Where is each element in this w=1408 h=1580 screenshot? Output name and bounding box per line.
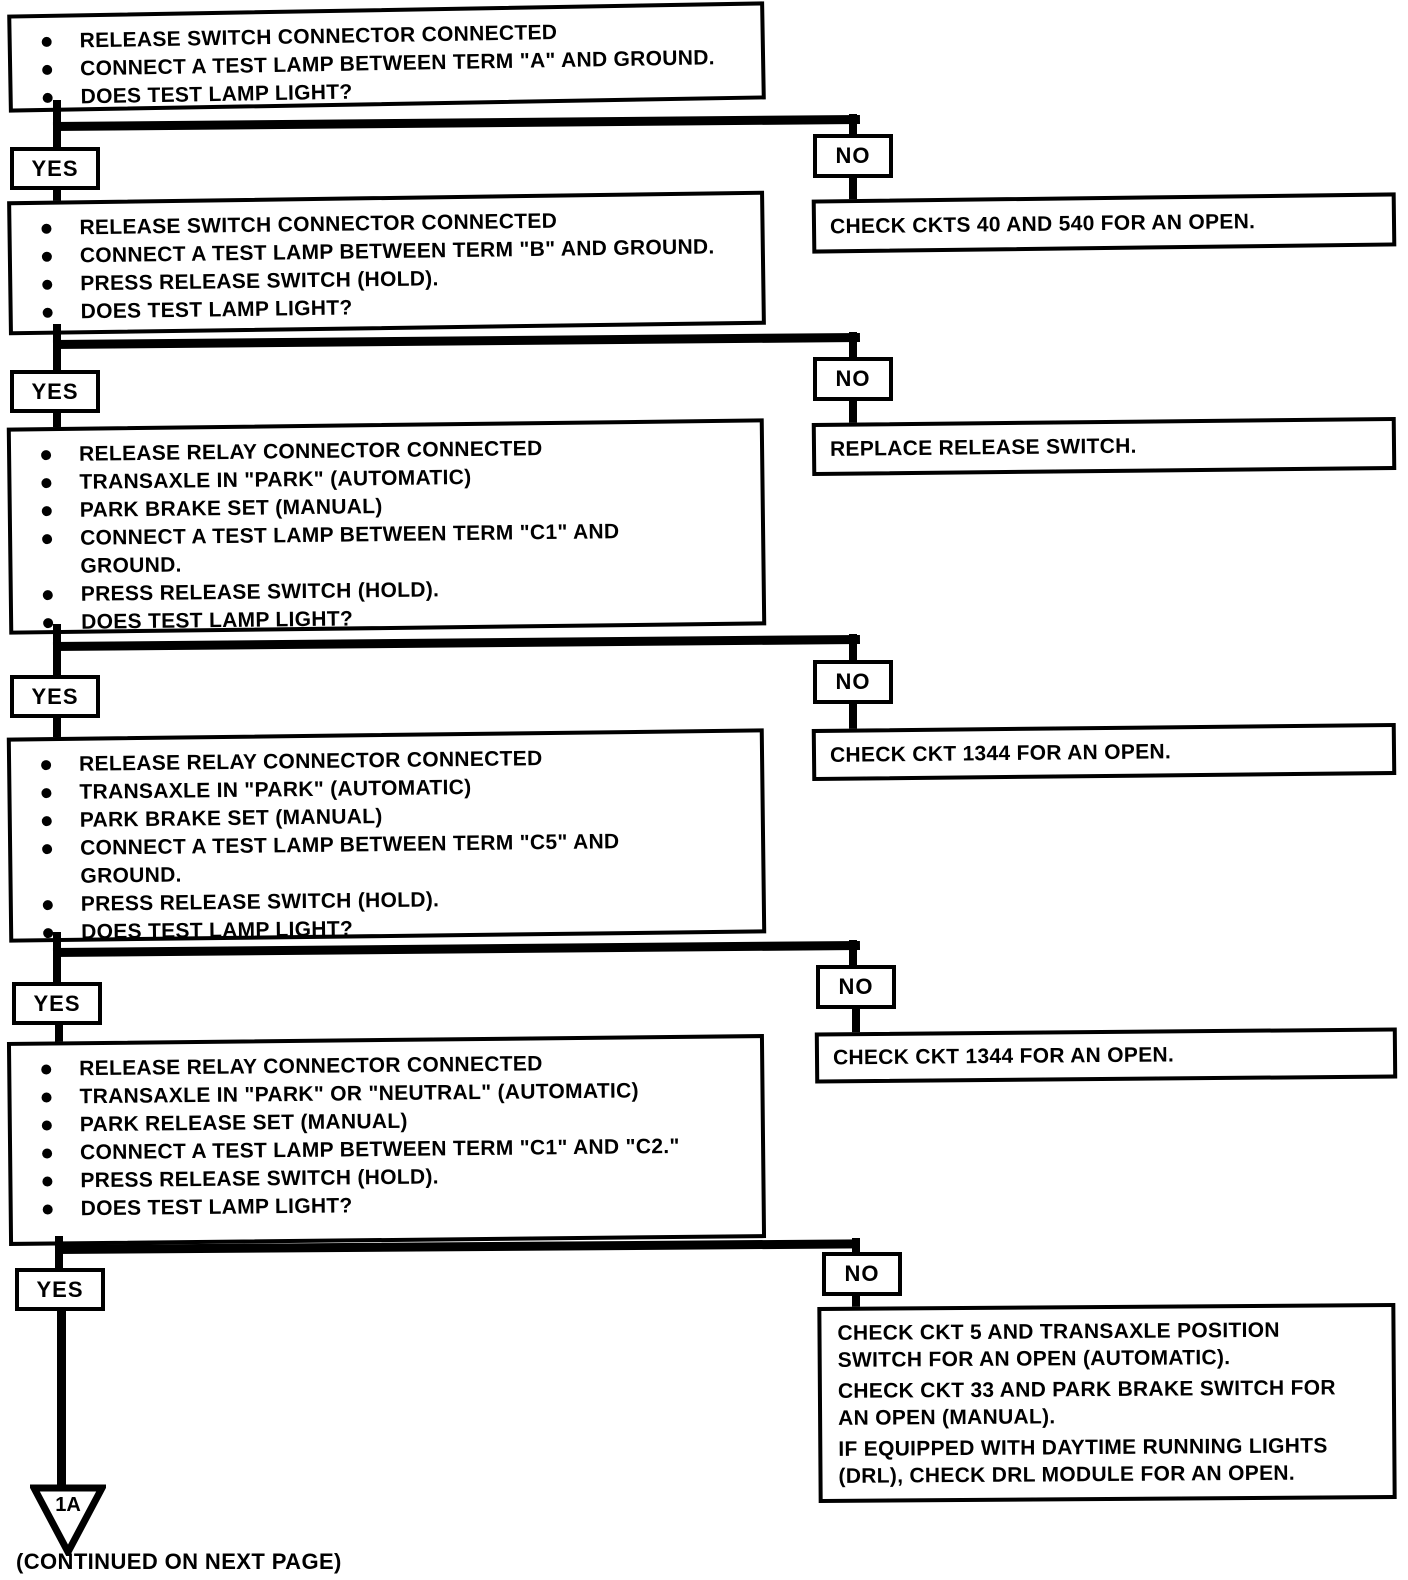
connector-line	[53, 932, 61, 986]
no-action-box-3	[812, 723, 1397, 781]
no-label: NO	[835, 669, 871, 694]
connector-line	[53, 115, 860, 131]
bullet-icon	[43, 1204, 53, 1214]
bullet-icon	[42, 816, 52, 826]
action-text: CHECK CKT 5 AND TRANSAXLE POSITION SWITCH FOR AN OPEN (AUTOMATIC).	[837, 1318, 1280, 1372]
yes-label: YES	[31, 378, 79, 404]
step-box-4	[7, 728, 766, 942]
bullet-text: CONNECT A TEST LAMP BETWEEN TERM "C5" AND GROUND.	[79, 830, 620, 888]
bullet-icon	[41, 478, 51, 488]
bullet-icon	[42, 1121, 52, 1131]
no-action-box-5	[817, 1303, 1396, 1503]
bullet-icon	[43, 900, 53, 910]
bullet-text: CONNECT A TEST LAMP BETWEEN TERM "C1" AND GROUND.	[79, 520, 620, 578]
yes-box-2	[10, 370, 100, 413]
bullet-icon	[42, 65, 52, 75]
connector-line	[849, 700, 857, 730]
connector-line	[852, 1005, 860, 1034]
bullet-text: DOES TEST LAMP LIGHT?	[81, 917, 354, 944]
yes-box-3	[10, 675, 100, 718]
bullet-icon	[42, 534, 52, 544]
connector-line	[849, 397, 857, 424]
yes-label: YES	[31, 683, 79, 709]
no-box-2	[813, 357, 893, 401]
bullet-icon	[42, 1177, 52, 1187]
bullet-text: TRANSAXLE IN "PARK" (AUTOMATIC)	[79, 775, 472, 804]
bullet-icon	[42, 280, 52, 290]
yes-box-1	[10, 147, 100, 190]
connector-line	[55, 1236, 63, 1272]
bullet-icon	[42, 252, 52, 262]
action-text: IF EQUIPPED WITH DAYTIME RUNNING LIGHTS (DRL), CHECK DRL MODULE FOR AN OPEN.	[838, 1434, 1328, 1488]
no-label: NO	[838, 974, 874, 999]
bullet-item	[34, 517, 754, 582]
bullet-text: CONNECT A TEST LAMP BETWEEN TERM "C1" AND "C2."	[79, 1134, 680, 1165]
bullet-text: DOES TEST LAMP LIGHT?	[80, 296, 353, 324]
action-text: REPLACE RELEASE SWITCH.	[829, 434, 1137, 461]
no-action-box-2	[812, 417, 1397, 476]
bullet-text: PRESS RELEASE SWITCH (HOLD).	[80, 578, 440, 606]
bullet-icon	[43, 590, 53, 600]
bullet-item	[34, 827, 754, 892]
bullet-text: PRESS RELEASE SWITCH (HOLD).	[80, 1165, 439, 1193]
connector-line	[849, 332, 857, 360]
bullet-text: TRANSAXLE IN "PARK" OR "NEUTRAL" (AUTOMATIC)	[79, 1079, 639, 1109]
bullet-icon	[42, 1149, 52, 1159]
bullet-icon	[42, 506, 52, 516]
bullet-text: PARK RELEASE SET (MANUAL)	[79, 1109, 408, 1137]
bullet-text: RELEASE SWITCH CONNECTOR CONNECTED	[79, 209, 558, 240]
yes-box-4	[12, 982, 102, 1025]
bullet-text: DOES TEST LAMP LIGHT?	[80, 80, 353, 109]
offpage-connector	[30, 1484, 106, 1556]
footer-note: (CONTINUED ON NEXT PAGE)	[16, 1549, 342, 1574]
no-action-box-1	[812, 192, 1397, 253]
bullet-icon	[41, 1065, 51, 1075]
bullet-icon	[43, 928, 53, 938]
connector-line	[53, 333, 860, 349]
connector-line	[849, 940, 857, 968]
bullet-text: PRESS RELEASE SWITCH (HOLD).	[80, 888, 440, 916]
connector-line	[53, 624, 61, 679]
bullet-text: RELEASE RELAY CONNECTOR CONNECTED	[78, 747, 543, 776]
no-box-1	[813, 134, 893, 178]
yes-label: YES	[36, 1276, 84, 1302]
action-text: CHECK CKTS 40 AND 540 FOR AN OPEN.	[829, 209, 1256, 238]
step-box-2	[7, 191, 766, 336]
no-label: NO	[835, 366, 871, 391]
bullet-text: RELEASE RELAY CONNECTOR CONNECTED	[79, 1052, 543, 1081]
bullet-text: RELEASE RELAY CONNECTOR CONNECTED	[78, 437, 543, 466]
bullet-icon	[41, 760, 51, 770]
step-box-3	[7, 418, 766, 634]
bullet-icon	[41, 788, 51, 798]
bullet-text: RELEASE SWITCH CONNECTOR CONNECTED	[79, 21, 558, 53]
bullet-text: DOES TEST LAMP LIGHT?	[81, 607, 354, 634]
bullet-icon	[41, 450, 51, 460]
no-action-box-4	[815, 1027, 1397, 1083]
no-label: NO	[844, 1261, 880, 1286]
bullet-text: PARK BRAKE SET (MANUAL)	[79, 495, 383, 522]
no-box-3	[813, 660, 893, 704]
yes-box-5	[15, 1268, 105, 1311]
action-text: CHECK CKT 1344 FOR AN OPEN.	[829, 739, 1172, 767]
yes-label: YES	[31, 155, 79, 181]
offpage-connector-label: 1A	[55, 1494, 81, 1516]
connector-line	[53, 635, 860, 651]
bullet-text: PRESS RELEASE SWITCH (HOLD).	[80, 267, 439, 296]
no-label: NO	[835, 143, 871, 168]
bullet-icon	[43, 618, 53, 628]
bullet-text: CONNECT A TEST LAMP BETWEEN TERM "A" AND GROUND.	[79, 46, 716, 81]
action-text: CHECK CKT 33 AND PARK BRAKE SWITCH FOR AN OPEN (MANUAL).	[837, 1376, 1336, 1430]
bullet-text: CONNECT A TEST LAMP BETWEEN TERM "B" AND GROUND.	[79, 235, 715, 268]
bullet-icon	[43, 93, 53, 103]
connector-line	[57, 1307, 66, 1492]
bullet-icon	[43, 308, 53, 318]
step-box-1	[7, 1, 766, 112]
bullet-icon	[42, 844, 52, 854]
bullet-text: PARK BRAKE SET (MANUAL)	[79, 805, 383, 832]
connector-line	[53, 714, 61, 737]
no-box-5	[822, 1252, 902, 1296]
action-text: CHECK CKT 1344 FOR AN OPEN.	[832, 1043, 1175, 1070]
connector-line	[53, 324, 61, 374]
bullet-icon	[41, 224, 51, 234]
bullet-text: TRANSAXLE IN "PARK" (AUTOMATIC)	[79, 465, 472, 494]
step-box-5	[7, 1034, 766, 1246]
bullet-icon	[42, 37, 52, 47]
bullet-text: DOES TEST LAMP LIGHT?	[80, 1194, 353, 1221]
connector-line	[55, 1021, 63, 1042]
yes-label: YES	[33, 990, 81, 1016]
no-box-4	[816, 965, 896, 1009]
bullet-icon	[41, 1093, 51, 1103]
connector-line	[849, 174, 857, 200]
